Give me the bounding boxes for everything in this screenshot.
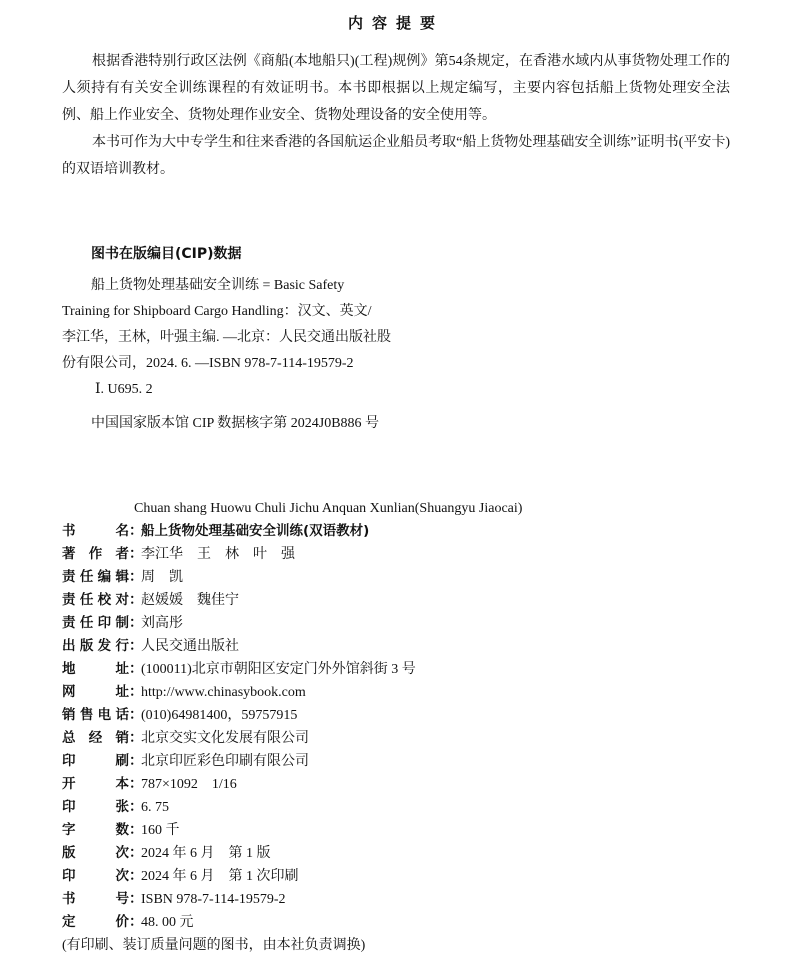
- record-label: 印张: [62, 799, 129, 815]
- record-colon: ：: [129, 639, 143, 654]
- record-value: 160 千: [141, 823, 180, 838]
- record-label: 责任校对: [62, 592, 129, 608]
- cip-heading: 图书在版编目(CIP)数据: [91, 246, 242, 262]
- cip-line: 李江华，王林，叶强主编. —北京：人民交通出版社股: [62, 330, 391, 345]
- record-colon: ：: [129, 892, 143, 907]
- cip-entry: [62, 273, 730, 403]
- record-colon: ：: [129, 754, 143, 769]
- record-colon: ：: [129, 524, 143, 539]
- summary-paragraph: 本书可作为大中专学生和往来香港的各国航运企业船员考取“船上货物处理基础安全训练”证明书(平安卡)的双语培训教材。: [62, 135, 730, 177]
- record-label: 字数: [62, 822, 129, 838]
- record-row: [62, 750, 730, 773]
- record-value: 赵媛媛 魏佳宁: [141, 593, 239, 608]
- record-value: 787×1092 1/16: [141, 777, 237, 792]
- record-colon: ：: [129, 915, 143, 930]
- record-row: [62, 842, 730, 865]
- record-colon: ：: [129, 547, 143, 562]
- record-value: 48. 00 元: [141, 915, 194, 930]
- record-row: [62, 819, 730, 842]
- record-colon: ：: [129, 800, 143, 815]
- record-value: (010)64981400，59757915: [141, 708, 298, 723]
- record-label: 总经销: [62, 730, 129, 746]
- record-label: 版次: [62, 845, 129, 861]
- cip-line: 份有限公司，2024. 6. —ISBN 978-7-114-19579-2: [62, 356, 354, 371]
- record-row: [62, 612, 730, 635]
- record-colon: ：: [129, 777, 143, 792]
- record-row: [62, 704, 730, 727]
- record-colon: ：: [129, 869, 143, 884]
- record-colon: ：: [129, 823, 143, 838]
- record-value: 船上货物处理基础安全训练(双语教材): [141, 523, 370, 539]
- record-row: [62, 865, 730, 888]
- summary-paragraph: 根据香港特别行政区法例《商船(本地船只)(工程)规例》第54条规定，在香港水域内从事货物处理工作的人须持有有关安全训练课程的有效证明书。本书即根据以上规定编写，主要内容包括船上货物处理安全法例、船上作业安全、货物处理作业安全、货物处理设备的安全使用等。: [62, 54, 730, 123]
- record-value: http://www.chinasybook.com: [141, 685, 306, 700]
- record-label: 印次: [62, 868, 129, 884]
- record-row: [62, 796, 730, 819]
- cip-line: 船上货物处理基础安全训练 = Basic Safety: [91, 278, 345, 293]
- record-row: [62, 589, 730, 612]
- record-label: 责任印制: [62, 615, 129, 631]
- record-value: 周 凯: [141, 570, 183, 585]
- cip-classification: Ⅰ. U695. 2: [95, 382, 153, 397]
- record-label: 开本: [62, 776, 129, 792]
- record-row: [62, 681, 730, 704]
- record-value: 人民交通出版社: [141, 639, 239, 654]
- record-label: 书号: [62, 891, 129, 907]
- record-value: 2024 年 6 月 第 1 次印刷: [141, 869, 299, 884]
- record-value: 北京交实文化发展有限公司: [141, 731, 309, 746]
- record-colon: ：: [129, 846, 143, 861]
- record-value: 2024 年 6 月 第 1 版: [141, 846, 271, 861]
- record-label: 著作者: [62, 546, 129, 562]
- cip-line: Training for Shipboard Cargo Handling：汉文、英文/: [62, 304, 372, 319]
- record-colon: ：: [129, 708, 143, 723]
- record-label: 定价: [62, 914, 129, 930]
- record-row: [62, 773, 730, 796]
- record-colon: ：: [129, 662, 143, 677]
- record-colon: ：: [129, 616, 143, 631]
- record-label: 出版发行: [62, 638, 129, 654]
- record-value: 6. 75: [141, 800, 169, 815]
- record-label: 责任编辑: [62, 569, 129, 585]
- record-row: [62, 566, 730, 589]
- page-title: 内容提要: [347, 14, 444, 32]
- cip-record-number: 中国国家版本馆 CIP 数据核字第 2024J0B886 号: [91, 416, 380, 431]
- record-colon: ：: [129, 731, 143, 746]
- record-colon: ：: [129, 593, 143, 608]
- record-value: 刘高彤: [141, 616, 183, 631]
- record-label: 销售电话: [62, 707, 129, 723]
- record-row: [62, 888, 730, 911]
- record-label: 印刷: [62, 753, 129, 769]
- record-row: [62, 911, 730, 934]
- record-value: (100011)北京市朝阳区安定门外外馆斜街 3 号: [141, 662, 416, 677]
- pinyin-title: Chuan shang Huowu Chuli Jichu Anquan Xunlian(Shuangyu Jiaocai): [134, 501, 523, 516]
- record-row: [62, 727, 730, 750]
- publication-records: [62, 520, 730, 957]
- record-value: 北京印匠彩色印刷有限公司: [141, 754, 309, 769]
- record-colon: ：: [129, 685, 143, 700]
- record-value: 李江华 王 林 叶 强: [141, 547, 295, 562]
- record-row: [62, 520, 730, 543]
- record-label: 书名: [62, 523, 129, 539]
- record-row: [62, 658, 730, 681]
- record-colon: ：: [129, 570, 143, 585]
- record-row: [62, 543, 730, 566]
- record-label: 地址: [62, 661, 129, 677]
- record-row: [62, 635, 730, 658]
- record-label: 网址: [62, 684, 129, 700]
- record-value: ISBN 978-7-114-19579-2: [141, 892, 286, 907]
- quality-note: (有印刷、装订质量问题的图书，由本社负责调换): [62, 938, 366, 953]
